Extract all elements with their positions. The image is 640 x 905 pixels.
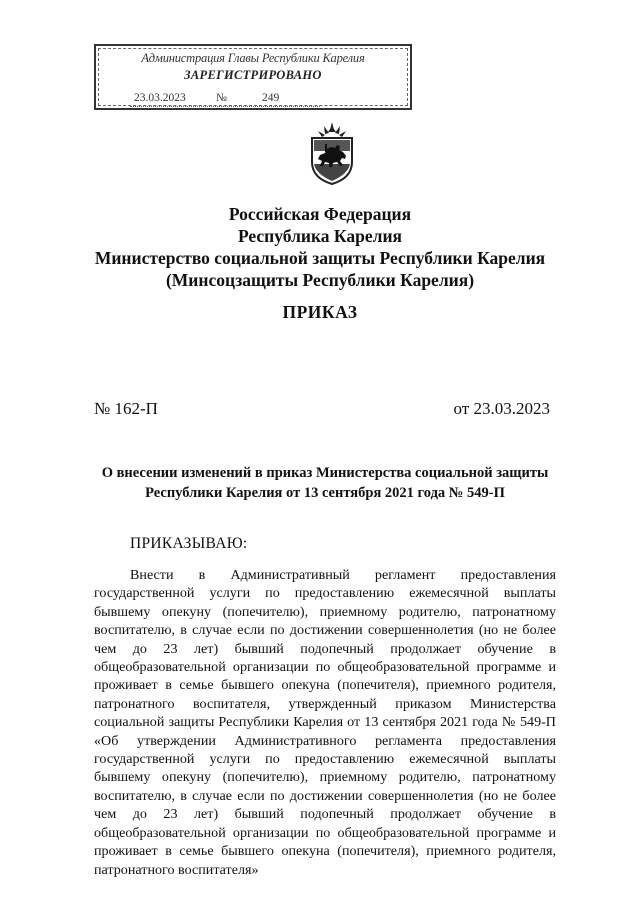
stamp-organization: Администрация Главы Республики Карелия [141,51,365,65]
body-paragraph: Внести в Административный регламент предоставления государственной услуги по предоставлению ежемесячной выплаты бывшему опекуну (попечителю), приемному родителю, патронатному воспитателю, в случае если по достижении совершеннолетия (но не более чем до 23 лет) бывший подопечный продолжает обучение в общеобразовательной организации по общеобразовательной программе и проживает в семье бывшего опекуна (попечителя), приемного родителя, патронатного воспитателя, утвержденный приказом Министерства социальной защиты Республики Карелия от 13 сентября 2021 года № 549-П «Об утверждении Административного регламента предоставления государственной услуги по предоставлению ежемесячной выплаты бывшему опекуну (попечителю), приемному родителю, патронатному воспитателю, в случае если по достижении совершеннолетия (но не более чем до 23 лет) бывший подопечный продолжает обучение в общеобразовательной организации по общеобразовательной программе и проживает в семье бывшего опекуна (попечителя), приемного родителя, патронатного воспитателя» [94,567,556,878]
order-date: от 23.03.2023 [453,399,550,418]
header-ministry: Министерство социальной защиты Республики Карелия [94,248,546,268]
stamp-underline [130,106,320,107]
stamp-date: 23.03.2023 [134,92,186,104]
registration-stamp [94,44,412,110]
header-region: Республика Карелия [237,226,403,246]
header-country: Российская Федерация [228,204,412,224]
stamp-number: 249 [262,92,280,104]
stamp-number-label: № [216,92,227,104]
order-number: № 162-П [94,399,158,418]
header-ministry-short: (Минсоцзащиты Республики Карелия) [165,270,475,290]
karelia-coat-of-arms-icon [306,122,358,186]
document-title: ПРИКАЗ [282,302,358,322]
directive-heading: ПРИКАЗЫВАЮ: [130,535,248,552]
order-subject: О внесении изменений в приказ Министерства социальной защиты Республики Карелия от 13 сентября 2021 года № 549-П [101,465,549,501]
stamp-status: ЗАРЕГИСТРИРОВАНО [184,68,322,82]
